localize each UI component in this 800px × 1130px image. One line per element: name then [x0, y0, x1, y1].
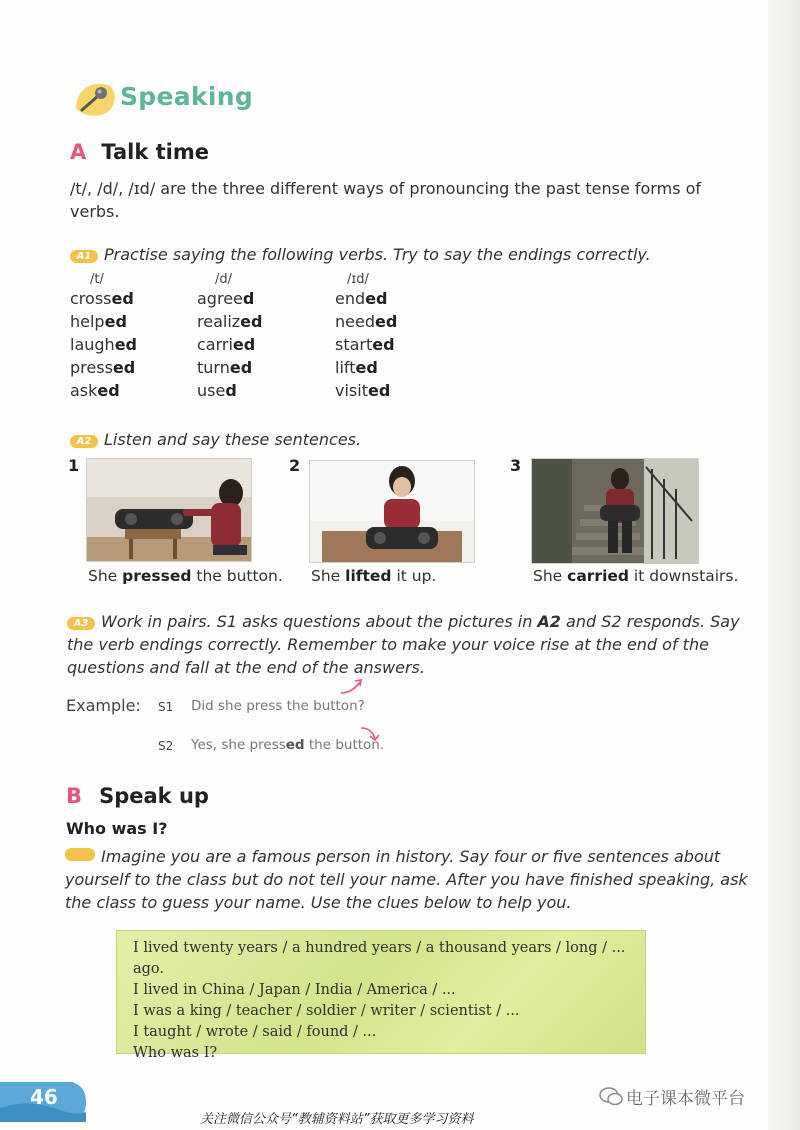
phoneme-label: /d/	[215, 272, 233, 287]
footer-text: 关注微信公众号“教辅资料站”获取更多学习资料	[200, 1112, 474, 1127]
a2-tag: A2	[70, 435, 98, 448]
verb-item: pressed	[70, 358, 136, 377]
a1-tag: A1	[70, 250, 98, 263]
verb-item: agreed	[197, 289, 255, 308]
microphone-icon	[74, 80, 118, 118]
verb-item: realized	[197, 312, 263, 331]
clue-line: Who was I?	[133, 1045, 218, 1061]
s2-label: S2	[158, 739, 174, 753]
photo-pressing-button	[86, 458, 252, 562]
section-a-letter: A	[70, 140, 87, 164]
section-b-title: Speak up	[99, 784, 209, 808]
section-a-title: Talk time	[101, 140, 209, 164]
s1-question: Did she press the button?	[191, 698, 365, 714]
verb-item: turned	[197, 358, 253, 377]
clue-line: I was a king / teacher / soldier / writer / scientist / ...	[133, 1003, 520, 1019]
rising-intonation-arrow-icon	[338, 676, 368, 696]
b-line: the class to guess your name. Use the clues below to help you.	[65, 893, 572, 912]
verb-item: crossed	[70, 289, 134, 308]
verb-item: started	[335, 335, 395, 354]
page-title: Speaking	[120, 82, 254, 111]
b-line: yourself to the class but do not tell your name. After you have finished speaking, ask	[65, 870, 748, 889]
phoneme-label: /ɪd/	[347, 272, 369, 287]
caption-3: She carried it downstairs.	[533, 567, 739, 585]
section-b-heading	[66, 784, 209, 808]
photo-carrying-downstairs	[531, 458, 699, 564]
verb-column-id	[335, 272, 397, 402]
wechat-icon	[599, 1086, 623, 1106]
a2-instruction-text: Listen and say these sentences.	[104, 430, 362, 449]
clue-line: I lived in China / Japan / India / America / ...	[133, 982, 456, 998]
a1-instruction	[70, 243, 651, 266]
intro-line: /t/, /d/, /ɪd/ are the three different ways of pronouncing the past tense forms of	[70, 179, 702, 198]
phoneme-label: /t/	[90, 272, 104, 287]
b-tag	[65, 848, 95, 861]
verb-item: lifted	[335, 358, 378, 377]
verb-item: asked	[70, 381, 120, 400]
page-number: 46	[30, 1085, 58, 1109]
section-b-instruction: Imagine you are a famous person in history. Say four or five sentences about yourself to the class but do not tell your name. After you have finished speaking, ask the class to guess your name. Use the clues below to help you.	[65, 845, 765, 914]
section-a-intro	[70, 177, 760, 223]
verb-column-t	[70, 272, 137, 402]
photo-lifting-it-up	[309, 460, 475, 563]
verb-column-d	[197, 272, 262, 402]
watermark-text: 电子课本微平台	[626, 1089, 745, 1109]
a1-instruction-text: Practise saying the following verbs. Try to say the endings correctly.	[104, 245, 651, 264]
s1-label: S1	[158, 700, 174, 714]
verb-item: ended	[335, 289, 388, 308]
a3-line: questions and fall at the end of the answers.	[67, 658, 425, 677]
verb-item: carried	[197, 335, 256, 354]
falling-intonation-arrow-icon	[358, 724, 384, 744]
clue-box	[116, 930, 646, 1061]
clue-line: I taught / wrote / said / found / ...	[133, 1024, 377, 1040]
verb-item: helped	[70, 312, 127, 331]
caption-2: She lifted it up.	[311, 567, 437, 585]
page-edge-shadow	[768, 0, 800, 1130]
picture-number: 1	[68, 456, 80, 475]
clue-line: I lived twenty years / a hundred years / a thousand years / long / ... ago.	[133, 940, 626, 977]
a3-tag: A3	[67, 617, 95, 630]
s2-answer: Yes, she pressed the button.	[191, 737, 385, 753]
section-b-subtitle: Who was I?	[66, 819, 168, 838]
verb-item: needed	[335, 312, 398, 331]
picture-number: 2	[289, 456, 301, 475]
section-a-heading	[70, 140, 209, 164]
caption-1: She pressed the button.	[88, 567, 283, 585]
picture-number: 3	[510, 456, 522, 475]
section-b-letter: B	[66, 784, 83, 808]
intro-line: verbs.	[70, 202, 120, 221]
a3-line: the verb endings correctly. Remember to make your voice rise at the end of the	[67, 635, 709, 654]
verb-item: laughed	[70, 335, 137, 354]
a2-instruction	[70, 428, 361, 451]
verb-item: visited	[335, 381, 391, 400]
a3-instruction: A3 Work in pairs. S1 asks questions about the pictures in A2 and S2 responds. Say the verb endings correctly. Remember to make your voice rise at the end of the questions and fall at the end of the answers.	[67, 610, 767, 679]
verb-item: used	[197, 381, 237, 400]
example-label: Example:	[66, 696, 141, 715]
